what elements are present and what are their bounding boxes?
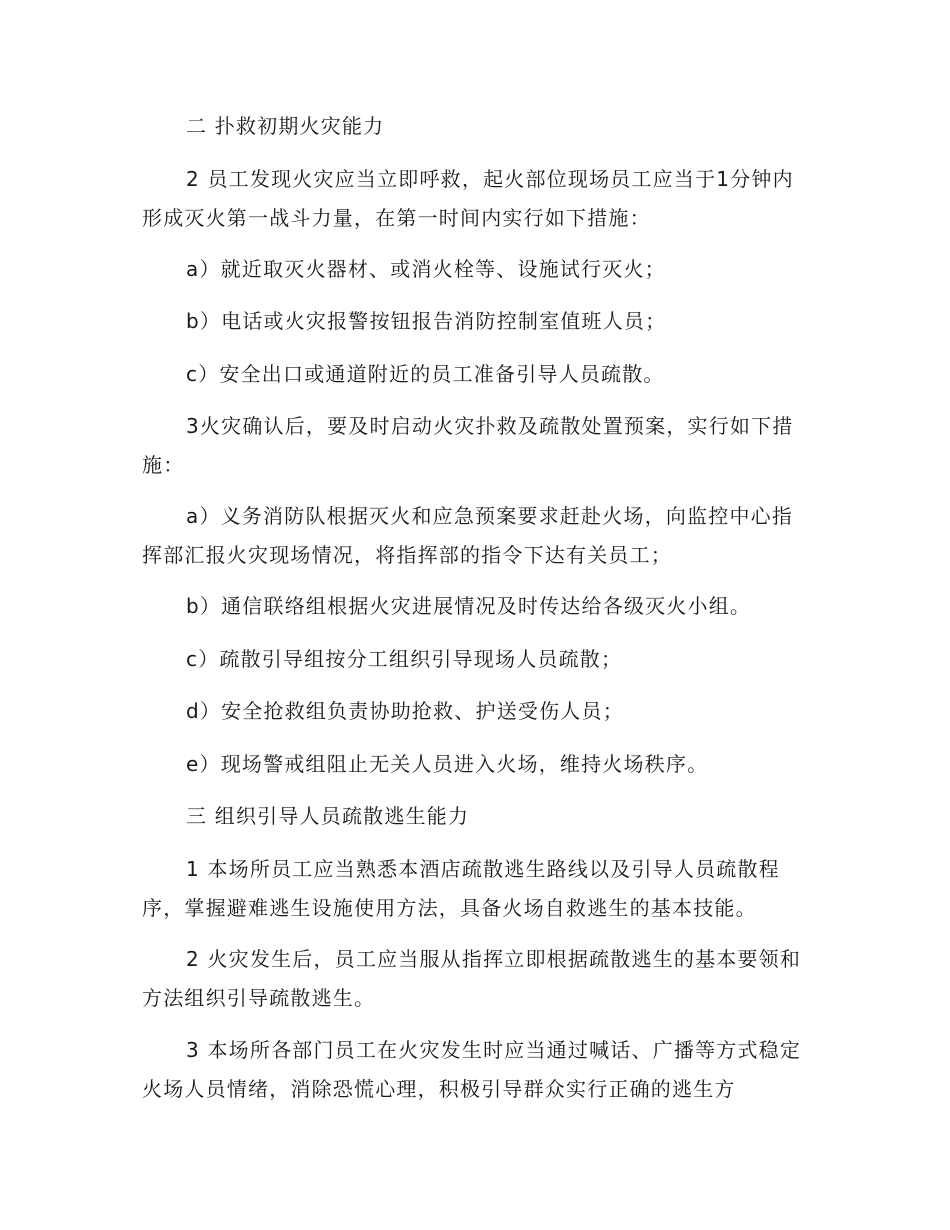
paragraph: 2 员工发现火灾应当立即呼救，起火部位现场员工应当于1分钟内形成灭火第一战斗力量，在第一时间内实行如下措施： [142, 167, 794, 230]
list-item: a）义务消防队根据灭火和应急预案要求赶赴火场，向监控中心指挥部汇报火灾现场情况，将指挥部的指令下达有关员工； [142, 504, 794, 567]
paragraph: 3火灾确认后，要及时启动火灾扑救及疏散处置预案，实行如下措施： [142, 414, 794, 477]
section-heading-3: 三 组织引导人员疏散逃生能力 [186, 804, 470, 828]
paragraph: 2 火灾发生后，员工应当服从指挥立即根据疏散逃生的基本要领和方法组织引导疏散逃生。 [142, 947, 802, 1010]
list-item: d）安全抢救组负责协助抢救、护送受伤人员； [186, 699, 624, 723]
list-item: b）电话或火灾报警按钮报告消防控制室值班人员； [186, 309, 667, 333]
paragraph: 1 本场所员工应当熟悉本酒店疏散逃生路线以及引导人员疏散程序，掌握避难逃生设施使用方法，具备火场自救逃生的基本技能。 [142, 857, 780, 920]
paragraph: 3 本场所各部门员工在火灾发生时应当通过喊话、广播等方式稳定火场人员情绪，消除恐慌心理，积极引导群众实行正确的逃生方 [142, 1038, 802, 1101]
section-heading-2: 二 扑救初期火灾能力 [186, 114, 385, 138]
list-item: e）现场警戒组阻止无关人员进入火场，维持火场秩序。 [186, 752, 709, 776]
list-item: b）通信联络组根据火灾进展情况及时传达给各级灭火小组。 [186, 594, 752, 618]
list-item: a）就近取灭火器材、或消火栓等、设施试行灭火； [186, 257, 666, 281]
list-item: c）安全出口或通道附近的员工准备引导人员疏散。 [186, 362, 665, 386]
list-item: c）疏散引导组按分工组织引导现场人员疏散； [186, 647, 623, 671]
